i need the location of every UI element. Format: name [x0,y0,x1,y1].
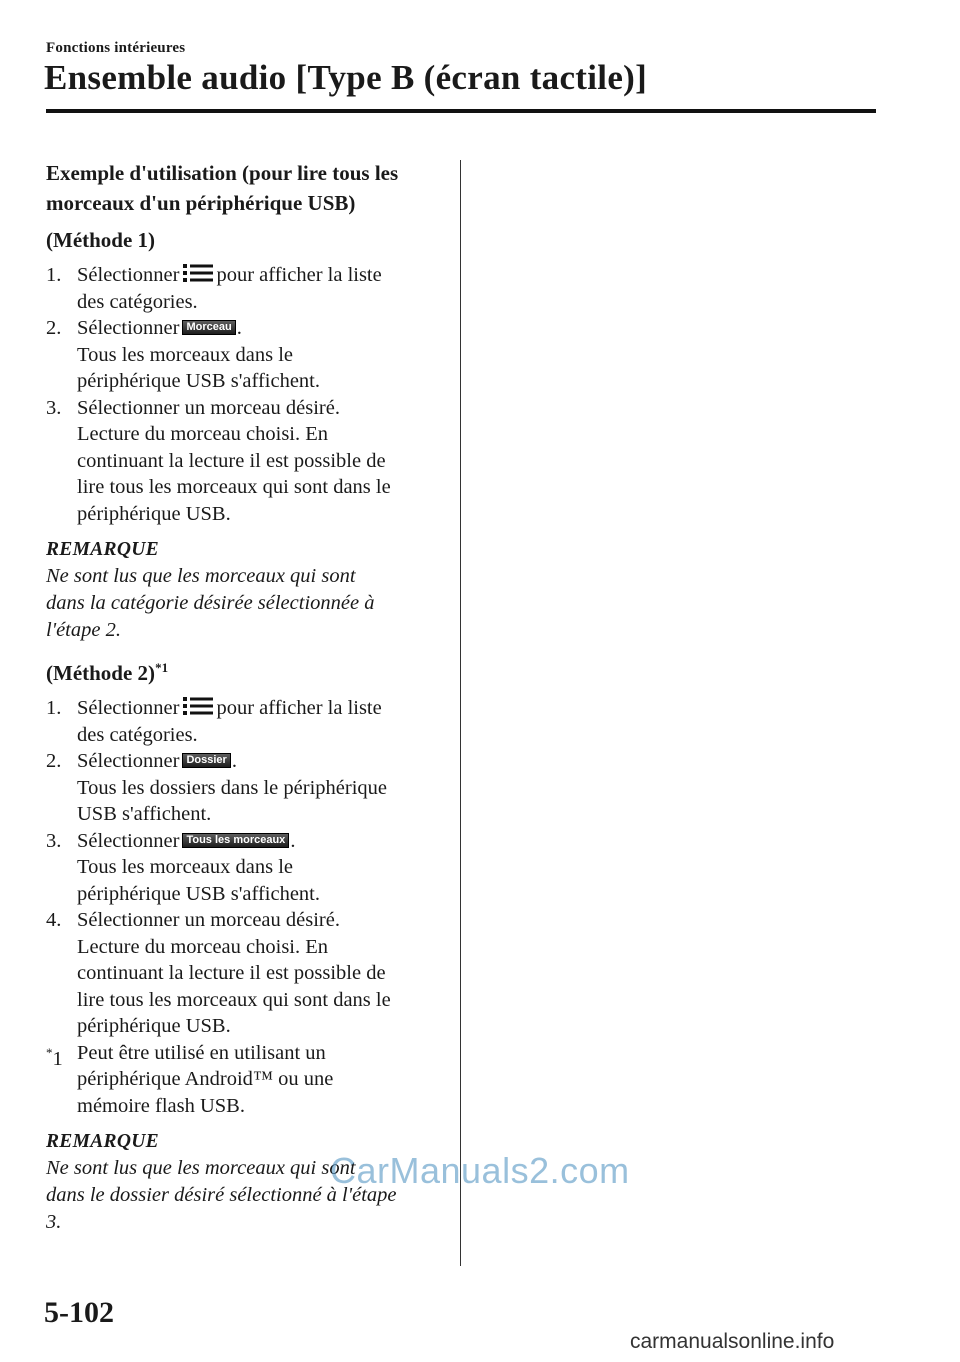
step-text: Sélectionner [77,750,180,772]
step-line: périphérique USB. [77,1015,231,1037]
method-1-step-3 [46,395,446,528]
method-2-title [46,654,446,687]
footnote-line: mémoire flash USB. [77,1094,245,1117]
section-label: Fonctions intérieures [46,40,186,56]
step-line: USB s'affichent. [77,803,212,825]
method-1-title: (Méthode 1) [46,228,156,252]
step-number: 2. [46,317,62,339]
remark-line: dans la catégorie désirée sélectionnée à [46,592,375,614]
footnote-ref: *1 [155,660,169,675]
step-text: pour afficher la liste [216,697,382,719]
step-text: . [231,750,237,772]
method-2-step-4 [46,907,446,1040]
step-number: 3. [46,829,62,852]
step-number: 1. [46,697,62,719]
step-line: des catégories. [77,290,198,313]
step-line: des catégories. [77,723,198,746]
step-text: Sélectionner [77,264,180,286]
footnote [46,1040,446,1120]
method-2-step-3 [46,828,446,908]
step-text: . [290,829,296,852]
title-rule [46,109,876,113]
footnote-number: 1 [52,1047,63,1070]
left-column [46,158,446,1246]
step-text: . [236,317,242,339]
method-2-title-text: (Méthode 2) [46,661,156,685]
section-heading [46,158,446,218]
method-1-step-2 [46,315,446,395]
step-line: périphérique USB. [77,502,231,525]
step-line: lire tous les morceaux qui sont dans le [77,476,391,498]
watermark: CarManuals2.com [330,1150,630,1191]
remark-line: l'étape 2. [46,619,121,641]
step-line: continuant la lecture il est possible de [77,449,386,472]
step-line [77,262,446,289]
remark-line: Ne sont lus que les morceaux qui sont [46,1157,356,1179]
method-2-step-2 [46,748,446,828]
footnote-line: périphérique Android™ ou une [77,1068,334,1090]
step-line: lire tous les morceaux qui sont dans le [77,988,391,1011]
page-title: Ensemble audio [Type B (écran tactile)] [44,58,648,97]
remark-2-title: REMARQUE [46,1131,159,1152]
step-line [77,828,446,855]
remark-line: 3. [46,1211,62,1233]
step-number: 3. [46,396,62,419]
dossier-button: Dossier [182,753,230,768]
remark-line: Ne sont lus que les morceaux qui sont [46,565,356,587]
remark-1-body [46,563,446,644]
step-line: Lecture du morceau choisi. En [77,423,329,445]
step-line: Tous les morceaux dans le [77,856,294,878]
step-line: Tous les morceaux dans le [77,343,294,366]
page-number: 5-102 [44,1296,114,1329]
step-text: Sélectionner [77,317,180,339]
step-text: Sélectionner [77,697,180,719]
step-number: 2. [46,750,62,772]
step-line: Sélectionner un morceau désiré. [77,909,340,931]
step-line: périphérique USB s'affichent. [77,882,320,905]
step-text: Sélectionner [77,829,180,852]
step-number: 4. [46,909,62,931]
step-line: Tous les dossiers dans le périphérique [77,776,387,799]
footnote-line: Peut être utilisé en utilisant un [77,1041,326,1064]
heading-line-2: morceaux d'un périphérique USB) [46,191,356,215]
footer-watermark: carmanualsonline.info [630,1330,835,1353]
morceau-button: Morceau [182,320,235,335]
footnote-mark [46,1040,63,1072]
list-icon [183,696,213,716]
step-text: pour afficher la liste [216,264,382,286]
footnote-star: * [46,1044,53,1060]
step-number: 1. [46,264,62,286]
step-line: Sélectionner un morceau désiré. [77,396,340,419]
column-divider [460,160,461,1266]
heading-line-1: Exemple d'utilisation (pour lire tous les [46,161,399,185]
method-1-step-1 [46,262,446,315]
step-line: Lecture du morceau choisi. En [77,935,329,958]
method-2-step-1 [46,695,446,748]
step-line [77,315,446,342]
step-line: continuant la lecture il est possible de [77,962,386,984]
step-line: périphérique USB s'affichent. [77,370,320,392]
remark-1-title: REMARQUE [46,539,159,560]
step-line [77,695,446,722]
tous-les-morceaux-button: Tous les morceaux [182,833,289,848]
step-line [77,748,446,775]
remark-line: dans le dossier désiré sélectionné à l'étape [46,1184,397,1206]
list-icon [183,263,213,283]
